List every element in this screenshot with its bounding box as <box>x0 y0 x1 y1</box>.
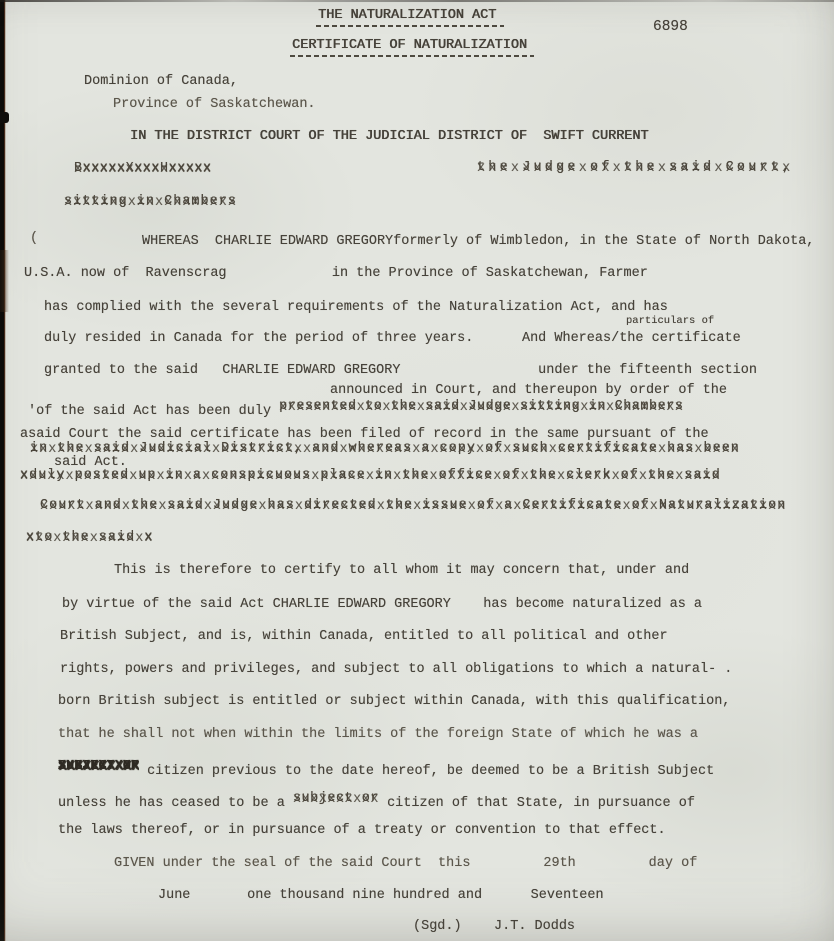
certify-line-9: the laws thereof, or in pursuance of a treaty or convention to that effect. <box>58 823 666 838</box>
struck-subject-or: subject or xxxxxxxxxxxxxxxxxxxxxxxxxxxxxxxxxxxxxxxxxxxxxxxxxxxxxxxxxxxxxxxxxxxxxxxxxxxxxxxxxxxxxxxxxxxxxxxxxxxxxxxxxxxx <box>293 791 379 806</box>
whereas-line: WHEREAS CHARLIE EDWARD GREGORYformerly of Wimbledon, in the State of North Dakota, <box>142 234 815 249</box>
certify-line-7-text: citizen previous to the date hereof, be deemed to be a British Subject <box>139 764 715 779</box>
certify-line-8-b: citizen of that State, in pursuance of <box>378 796 695 811</box>
struck-to-said-text: xto the said x xxxxxxxxxxxxxxxxxxxxxxxxxxxxxxxxxxxxxxxxxxxxxxxxxxxxxxxxxxxxxxxxxxxxxxxxxxxxxxxxxxxxxxxxxxxxxxxxxxxxxxxxxxxx <box>26 530 153 545</box>
struck-judge-text: the Judge of the said Court, xxxxxxxxxxxxxxxxxxxxxxxxxxxxxxxxxxxxxxxxxxxxxxxxxxxxxxxxxxxxxxxxxxxxxxxxxxxxxxxxxxxxxxxxxxxxxxxxxxxxxxxxxxxx <box>477 160 793 175</box>
certify-line-8-a: unless he has ceased to be a <box>58 796 293 811</box>
struck-court-judge-text: Court and the said Judge has directed the issue of a Certificate of Naturalization xxxxxxxxxxxxxxxxxxxxxxxxxxxxxxxxxxxxxxxxxxxxxxxxxxxxxxxxxxxxxxxxxxxxxxxxxxxxxxxxxxxxxxxxxxxxxxxxxxxxxxxxxxxx <box>40 498 786 513</box>
struck-posted-line <box>20 468 721 488</box>
said-act-line: said Act. <box>54 455 127 470</box>
certify-line-2: by virtue of the said Act CHARLIE EDWARD GREGORY has become naturalized as a <box>62 597 703 612</box>
certify-line-3: British Subject, and is, within Canada, entitled to all political and other <box>60 629 668 644</box>
scan-edge-left <box>0 0 6 941</box>
certify-line-5: born British subject is entitled or subject within Canada, with this qualification, <box>58 694 731 709</box>
granted-line: granted to the said CHARLIE EDWARD GREGORY under the fifteenth section <box>44 363 757 378</box>
of-act-plain: 'of the said Act has been duly <box>28 404 280 419</box>
residence-line: U.S.A. now of Ravenscrag in the Province of Saskatchewan, Farmer <box>24 266 648 281</box>
struck-sitting-line <box>64 194 237 214</box>
struck-court-judge-line <box>40 498 786 518</box>
dominion-line: Dominion of Canada, <box>84 74 238 89</box>
province-line: Province of Saskatchewan. <box>113 97 316 112</box>
announced-insert: announced in Court, and thereupon by order of the <box>330 383 727 398</box>
court-line: IN THE DISTRICT COURT OF THE JUDICIAL DISTRICT OF SWIFT CURRENT <box>130 129 649 144</box>
certify-line-6: that he shall not when within the limits of the foreign State of which he was a <box>58 727 699 742</box>
scan-smear <box>0 250 9 312</box>
act-title: THE NATURALIZATION ACT <box>318 8 497 23</box>
stray-mark: ( <box>30 231 39 246</box>
struck-to-said-line <box>26 530 153 550</box>
of-act-line <box>28 399 683 419</box>
complied-line: has complied with the several requirements of the Naturalization Act, and has <box>44 300 668 315</box>
certify-line-7 <box>58 759 714 779</box>
struck-judge-line <box>477 160 793 180</box>
signature-line: (Sgd.) J.T. Dodds <box>413 919 576 934</box>
scan-edge-top <box>0 0 834 2</box>
certify-line-8 <box>58 791 695 811</box>
struck-sitting-text: sitting in Chambers xxxxxxxxxxxxxxxxxxxxxxxxxxxxxxxxxxxxxxxxxxxxxxxxxxxxxxxxxxxxxxxxxxxxxxxxxxxxxxxxxxxxxxxxxxxxxxxxxxxxxxxxxxxx <box>64 194 237 209</box>
struck-appearance-text: BxxxxxXxxxHxxxxx xxxxxxxxxxxxxxxxxxxxxxxxxxxxxxxxxxxxxxxxxxxxxxxxxxxxxxxxxxxxxxxxxxxxxxxxxxxxxxxxxxxxxxxxxxxxxxxxxxxxxxxxxxxx <box>74 161 212 176</box>
struck-judicial-text: in the said Judicial District, and whereas a copy of such certificate has been xxxxxxxxxxxxxxxxxxxxxxxxxxxxxxxxxxxxxxxxxxxxxxxxxxxxxxxxxxxxxxxxxxxxxxxxxxxxxxxxxxxxxxxxxxxxxxxxxxxxxxxxxxxx <box>30 441 740 456</box>
blackout-subject-or: XXXXXXXXXXXXXXXXXXXX SUBJECT OR XXXXXXXXXXXXXXXXXXXX <box>58 759 139 774</box>
date-line: June one thousand nine hundred and Seventeen <box>158 888 604 903</box>
struck-posted-text: xduly posted up in a conspicuous place in the office of the clerk of the said xxxxxxxxxxxxxxxxxxxxxxxxxxxxxxxxxxxxxxxxxxxxxxxxxxxxxxxxxxxxxxxxxxxxxxxxxxxxxxxxxxxxxxxxxxxxxxxxxxxxxxxxxxxx <box>20 468 721 483</box>
resided-line: duly resided in Canada for the period of three years. And Whereas/the certificate <box>44 331 741 346</box>
given-line: GIVEN under the seal of the said Court this 29th day of <box>114 856 698 871</box>
certify-line-1: This is therefore to certify to all whom it may concern that, under and <box>114 563 690 578</box>
of-act-struck: presented to the said Judge sitting in Chambers xxxxxxxxxxxxxxxxxxxxxxxxxxxxxxxxxxxxxxxxxxxxxxxxxxxxxxxxxxxxxxxxxxxxxxxxxxxxxxxxxxxxxxxxxxxxxxxxxxxxxxxxxxxx <box>279 399 683 414</box>
struck-judicial-line <box>30 441 740 461</box>
asaid-line: asaid Court the said certificate has been filed of record in the same pursuant of the <box>20 427 709 442</box>
act-title-underline <box>316 25 504 27</box>
certificate-title: CERTIFICATE OF NATURALIZATION <box>292 38 527 53</box>
serial-number: 6898 <box>653 19 688 35</box>
certificate-title-underline <box>290 55 534 57</box>
struck-appearance-line <box>74 161 212 181</box>
particulars-insert: particulars of <box>626 315 715 327</box>
certify-line-4: rights, powers and privileges, and subject to all obligations to which a natural- . <box>60 662 733 677</box>
scan-notch <box>0 112 9 123</box>
